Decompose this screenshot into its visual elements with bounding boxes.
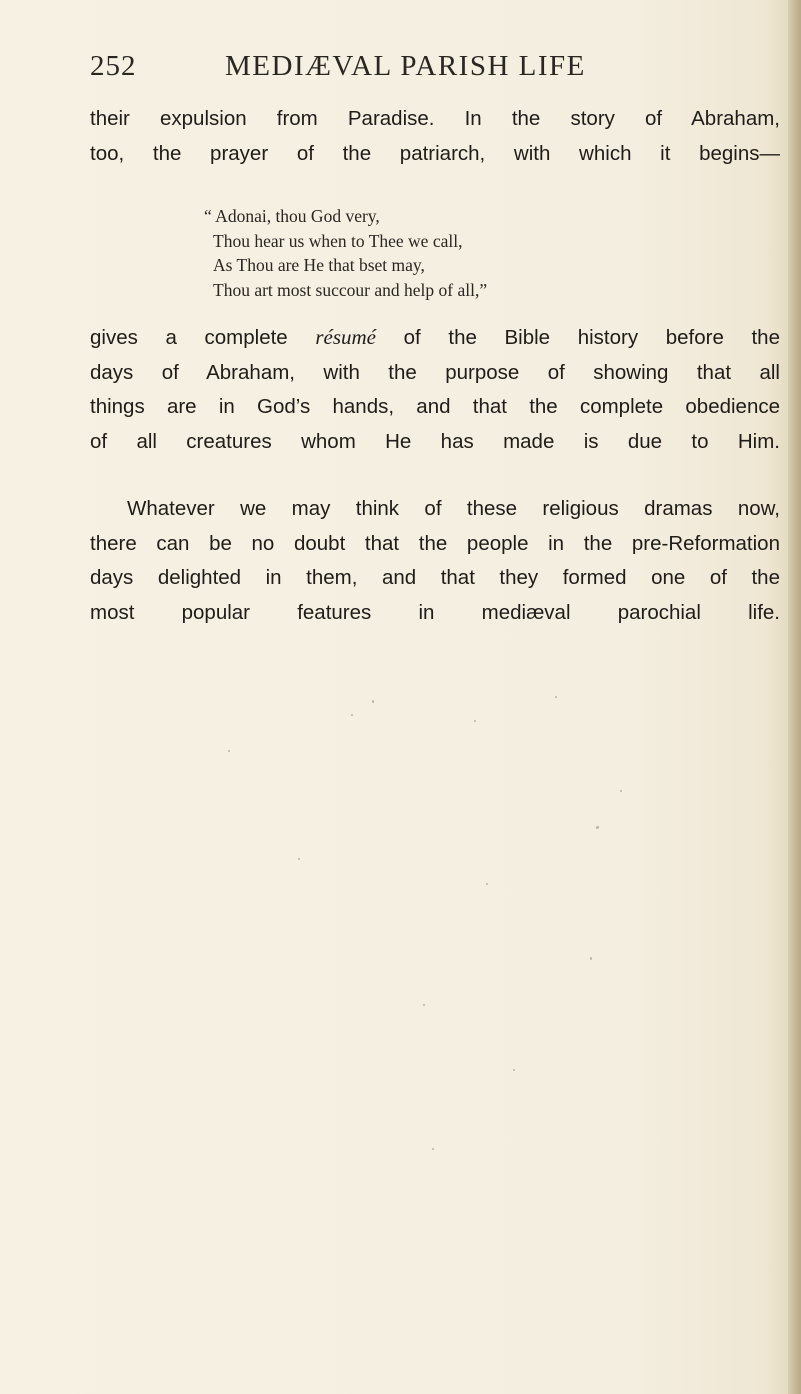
text-line: there can be no doubt that the people in the pre-Reformation	[90, 531, 780, 555]
speck	[513, 1069, 515, 1071]
speck	[298, 858, 300, 860]
speck	[432, 1148, 434, 1150]
speck	[351, 714, 353, 716]
verse-line: Thou art most succour and help of all,”	[213, 279, 488, 300]
text-line: their expulsion from Paradise. In the story of Abraham,	[90, 107, 780, 130]
verse-quotation	[204, 204, 488, 302]
text-line: most popular features in mediæval parochial life.	[90, 600, 780, 624]
paragraph-continuation	[90, 102, 780, 171]
verse-line: Thou hear us when to Thee we call,	[213, 230, 463, 251]
text-line-content: too, the prayer of the patriarch, with which it begins—	[90, 141, 780, 165]
page-edge	[788, 0, 801, 1394]
text-line	[90, 137, 780, 172]
text-line: Whatever we may think of these religious dramas now,	[127, 497, 780, 520]
text-line: days delighted in them, and that they formed one of the	[90, 566, 780, 589]
text-segment: of the Bible history before the	[403, 326, 780, 349]
text-line: of all creatures whom He has made is due to Him.	[90, 429, 780, 453]
verse-line: “ Adonai, thou God very,	[204, 206, 380, 226]
page-header	[90, 50, 780, 90]
paragraph-conclusion	[90, 492, 780, 630]
verse-line: As Thou are He that bset may,	[213, 255, 425, 275]
text-line: days of Abraham, with the purpose of showing that all	[90, 360, 780, 384]
speck	[620, 790, 622, 792]
speck	[486, 883, 488, 885]
page-number: 252	[90, 50, 137, 82]
text-line: things are in God’s hands, and that the complete obedience	[90, 395, 780, 418]
speck	[372, 700, 374, 703]
text-segment: gives a complete	[90, 326, 288, 349]
speck	[474, 720, 476, 722]
running-title: MEDIÆVAL PARISH LIFE	[225, 50, 586, 82]
speck	[228, 750, 230, 752]
paragraph-resume	[90, 320, 780, 459]
text-line	[90, 320, 780, 356]
speck	[596, 826, 599, 829]
speck	[423, 1004, 425, 1006]
italic-word-resume: résumé	[315, 325, 376, 349]
speck	[555, 696, 557, 698]
speck	[590, 957, 592, 960]
